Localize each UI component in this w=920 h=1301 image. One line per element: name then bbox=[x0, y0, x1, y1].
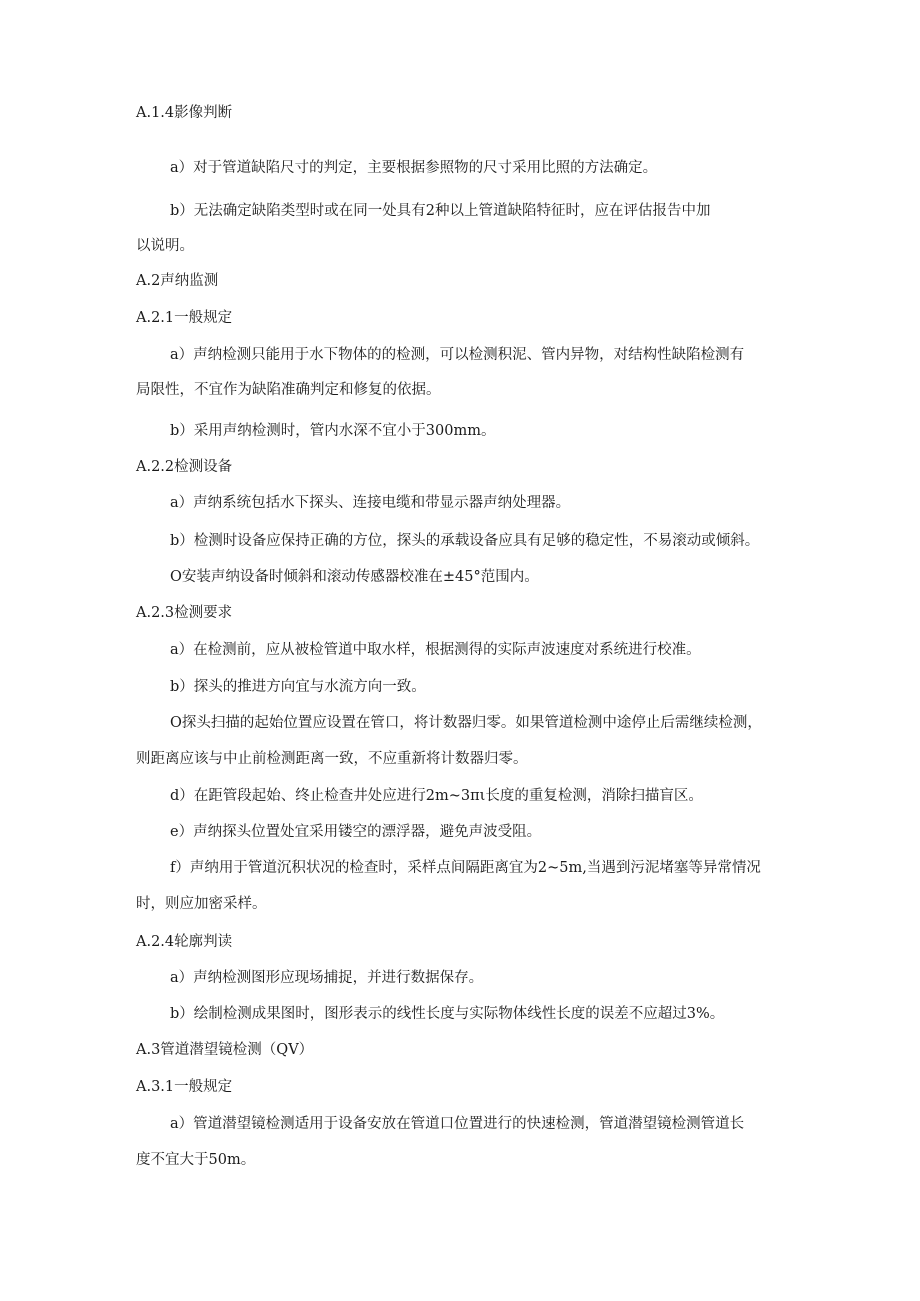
paragraph-line: 以说明。 bbox=[136, 238, 194, 254]
paragraph-line: b）无法确定缺陷类型时或在同一处具有2种以上管道缺陷特征时，应在评估报告中加 bbox=[170, 203, 711, 219]
paragraph-line: O探头扫描的起始位置应设置在管口，将计数器归零。如果管道检测中途停止后需继续检测， bbox=[170, 715, 762, 731]
paragraph-line: b）检测时设备应保持正确的方位，探头的承载设备应具有足够的稳定性，不易滚动或倾斜。 bbox=[170, 533, 760, 549]
heading-a-2: A.2声纳监测 bbox=[136, 273, 219, 289]
paragraph-line: b）采用声纳检测时，管内水深不宜小于300mm。 bbox=[170, 423, 496, 439]
paragraph-line: 则距离应该与中止前检测距离一致，不应重新将计数器归零。 bbox=[136, 751, 528, 767]
paragraph-line: 时，则应加密采样。 bbox=[136, 896, 267, 912]
paragraph-line: O安装声纳设备时倾斜和滚动传感器校准在±45°范围内。 bbox=[170, 569, 539, 585]
heading-a-2-2: A.2.2检测设备 bbox=[136, 459, 233, 475]
heading-a-3: A.3管道潜望镜检测（QV） bbox=[136, 1042, 314, 1058]
paragraph-line: a）声纳系统包括水下探头、连接电缆和带显示器声纳处理器。 bbox=[170, 495, 571, 511]
paragraph-line: b）探头的推进方向宜与水流方向一致。 bbox=[170, 679, 426, 695]
paragraph-line: a）声纳检测图形应现场捕捉，并进行数据保存。 bbox=[170, 970, 484, 986]
paragraph-line: b）绘制检测成果图时，图形表示的线性长度与实际物体线性长度的误差不应超过3%。 bbox=[170, 1006, 725, 1022]
paragraph-line: a）对于管道缺陷尺寸的判定，主要根据参照物的尺寸采用比照的方法确定。 bbox=[170, 160, 658, 176]
paragraph-line: 度不宜大于50m。 bbox=[136, 1152, 256, 1168]
paragraph-line: f）声纳用于管道沉积状况的检查时，采样点间隔距离宜为2~5m,当遇到污泥堵塞等异常情况 bbox=[170, 860, 761, 876]
heading-a-3-1: A.3.1一般规定 bbox=[136, 1079, 233, 1095]
heading-a-1-4: A.1.4影像判断 bbox=[136, 105, 233, 121]
heading-a-2-1: A.2.1一般规定 bbox=[136, 310, 233, 326]
paragraph-line: 局限性，不宜作为缺陷准确判定和修复的依据。 bbox=[136, 382, 441, 398]
heading-a-2-3: A.2.3检测要求 bbox=[136, 605, 233, 621]
paragraph-line: a）声纳检测只能用于水下物体的的检测，可以检测积泥、管内异物，对结构性缺陷检测有 bbox=[170, 347, 745, 363]
paragraph-line: a）在检测前，应从被检管道中取水样，根据测得的实际声波速度对系统进行校准。 bbox=[170, 642, 701, 658]
paragraph-line: d）在距管段起始、终止检查井处应进行2m~3πι长度的重复检测，消除扫描盲区。 bbox=[170, 788, 703, 804]
heading-a-2-4: A.2.4轮廓判读 bbox=[136, 934, 233, 950]
paragraph-line: a）管道潜望镜检测适用于设备安放在管道口位置进行的快速检测，管道潜望镜检测管道长 bbox=[170, 1116, 745, 1132]
paragraph-line: e）声纳探头位置处宜采用镂空的漂浮器，避免声波受阻。 bbox=[170, 824, 542, 840]
